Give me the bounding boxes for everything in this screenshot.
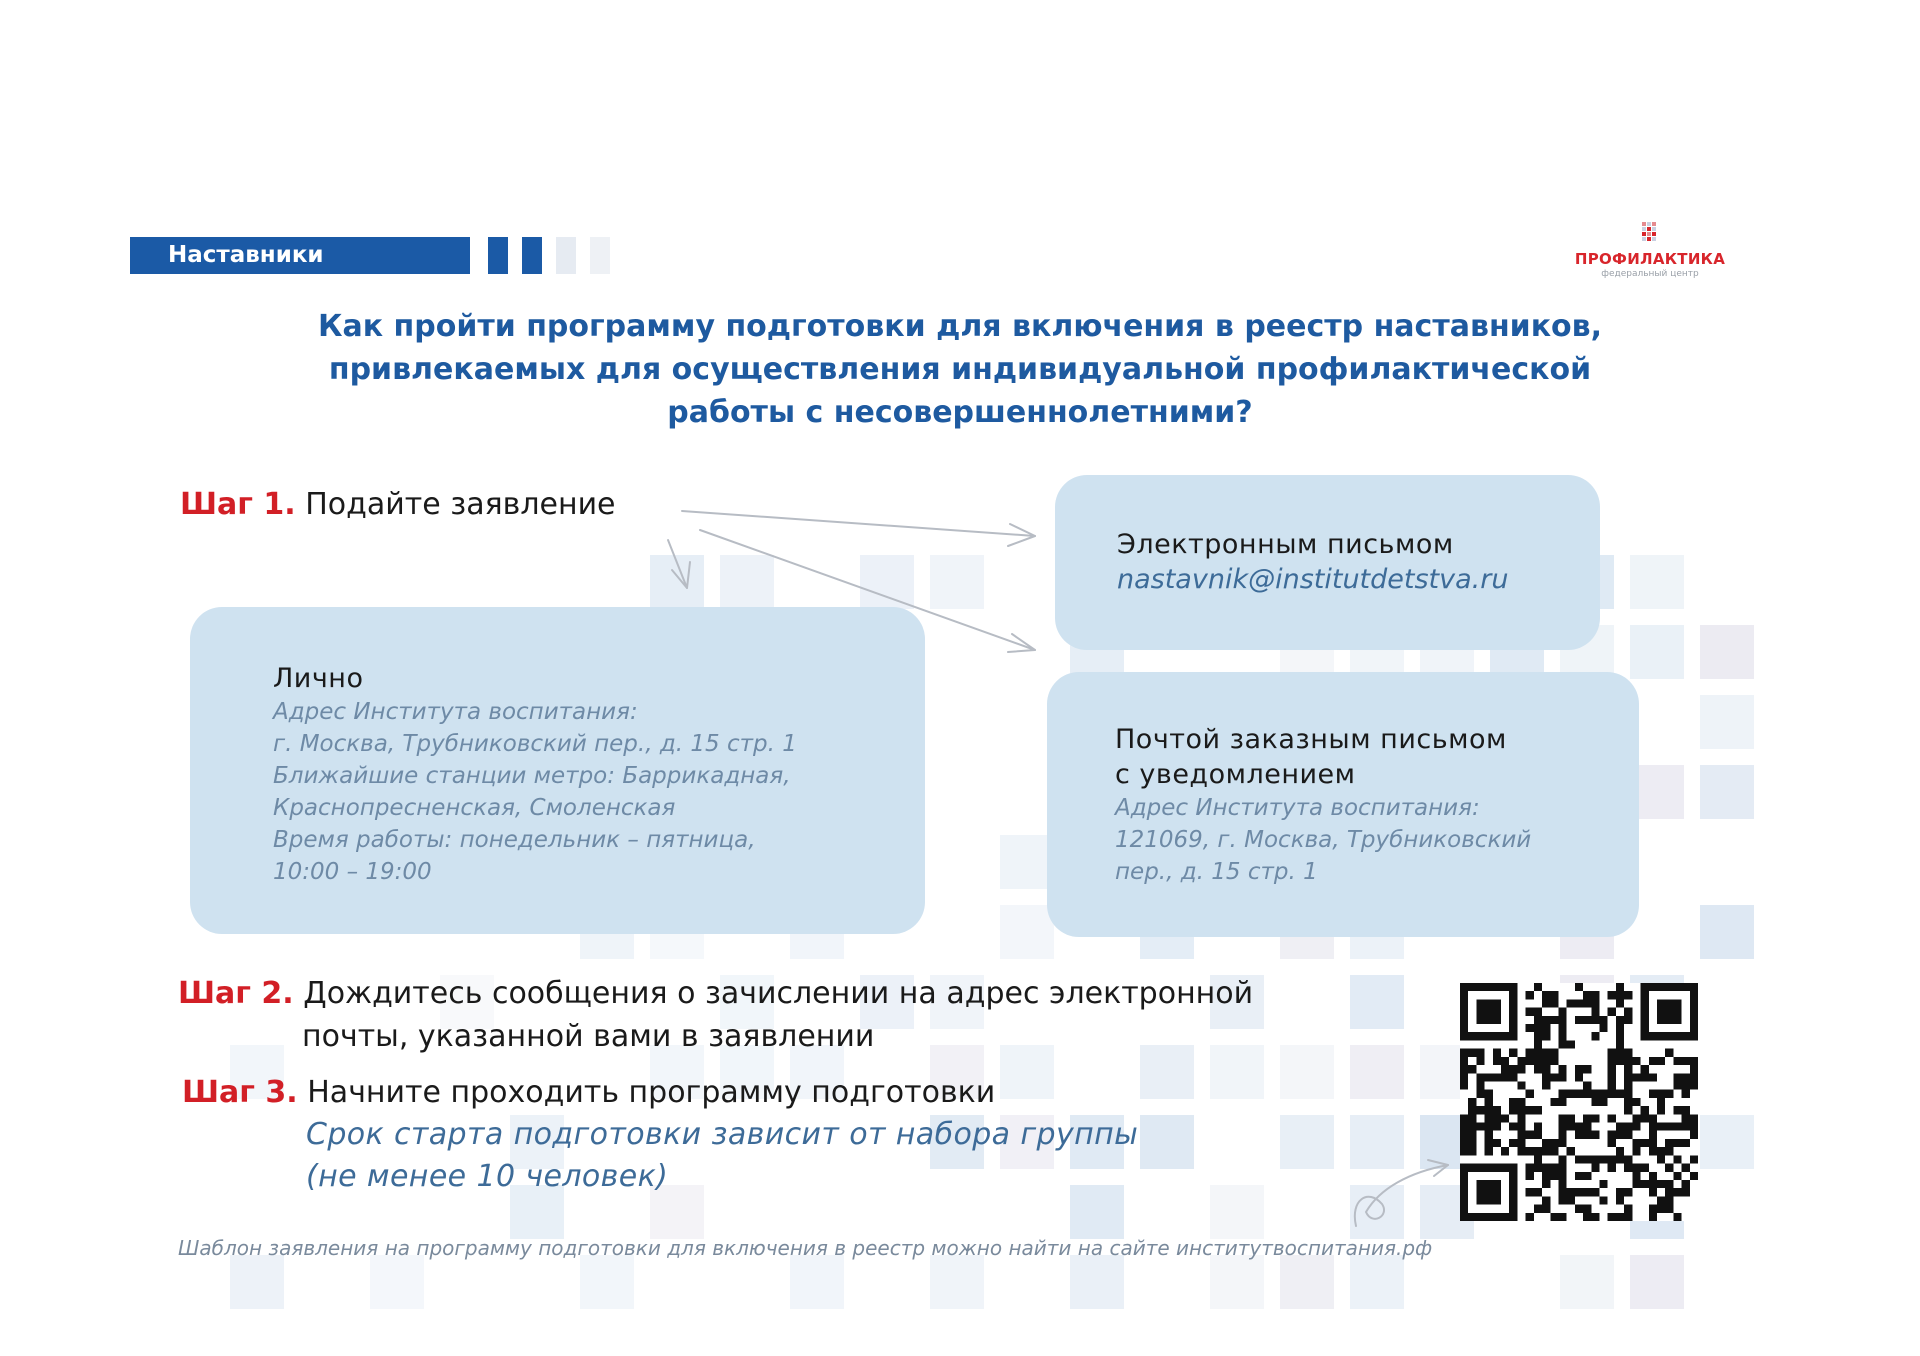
step-note: Срок старта подготовки зависит от набора группы <box>306 1117 1139 1152</box>
title-line: привлекаемых для осуществления индивидуальной профилактической <box>328 352 1592 387</box>
step-3 <box>182 1072 1138 1198</box>
option-detail-line: Адрес Института воспитания: <box>1115 795 1480 821</box>
option-heading: Лично <box>273 663 364 694</box>
mosaic-tile <box>1700 625 1754 679</box>
mosaic-tile <box>930 555 984 609</box>
step-text: почты, указанной вами в заявлении <box>302 1019 875 1054</box>
option-detail-line: г. Москва, Трубниковский пер., д. 15 стр. 1 <box>273 731 797 757</box>
mosaic-tile <box>1350 975 1404 1029</box>
option-detail-line: Краснопресненская, Смоленская <box>273 795 676 821</box>
option-detail-line: 10:00 – 19:00 <box>273 859 432 885</box>
step-label: Шаг 3. <box>182 1075 298 1110</box>
title-line: работы с несовершеннолетними? <box>667 395 1253 430</box>
profilaktika-logo <box>1560 222 1740 282</box>
mosaic-tile <box>1000 905 1054 959</box>
option-detail-line: Ближайшие станции метро: Баррикадная, <box>273 763 791 789</box>
option-heading: Почтой заказным письмом <box>1115 724 1507 755</box>
step-label: Шаг 1. <box>180 487 296 522</box>
band-square <box>556 237 576 274</box>
mosaic-tile <box>1350 1185 1404 1239</box>
title-line: Как пройти программу подготовки для включения в реестр наставников, <box>317 309 1603 344</box>
mosaic-tile <box>1700 765 1754 819</box>
option-detail-line: Адрес Института воспитания: <box>273 699 638 725</box>
mosaic-tile <box>1280 1115 1334 1169</box>
mosaic-tile <box>1070 1255 1124 1309</box>
footer-note: Шаблон заявления на программу подготовки для включения в реестр можно найти на сайте институтвоспитания.рф <box>178 1236 1433 1260</box>
mosaic-tile <box>230 1255 284 1309</box>
option-detail-line: пер., д. 15 стр. 1 <box>1115 859 1318 885</box>
arrow-icon <box>682 511 1035 546</box>
mosaic-tile <box>1630 555 1684 609</box>
logo-name: ПРОФИЛАКТИКА <box>1574 250 1726 268</box>
section-label: Наставники <box>168 242 324 268</box>
mosaic-tile <box>1000 835 1054 889</box>
band-square <box>522 237 542 274</box>
option-heading: Электронным письмом <box>1117 529 1454 560</box>
mosaic-tile <box>1700 1115 1754 1169</box>
step-label: Шаг 2. <box>178 976 294 1011</box>
mosaic-tile <box>1350 1255 1404 1309</box>
option-detail-line: 121069, г. Москва, Трубниковский <box>1115 827 1532 853</box>
mosaic-tile <box>1210 1185 1264 1239</box>
option-registered-mail <box>1047 672 1639 937</box>
mosaic-tile <box>1350 1115 1404 1169</box>
mosaic-tile <box>580 1255 634 1309</box>
option-heading: с уведомлением <box>1115 759 1356 790</box>
mosaic-tile <box>1140 1115 1194 1169</box>
mosaic-tile <box>1210 1255 1264 1309</box>
logo-subtitle: федеральный центр <box>1601 269 1699 279</box>
mosaic-tile <box>1280 1255 1334 1309</box>
mosaic-tile <box>1700 905 1754 959</box>
step-note: (не менее 10 человек) <box>306 1159 669 1194</box>
mosaic-tile <box>1700 695 1754 749</box>
step-text: Дождитесь сообщения о зачислении на адрес электронной <box>303 976 1254 1011</box>
mosaic-tile <box>1560 1255 1614 1309</box>
option-email <box>1055 475 1600 650</box>
section-band <box>130 237 470 274</box>
step-1 <box>180 487 616 522</box>
option-detail-line: Время работы: понедельник – пятница, <box>273 827 756 853</box>
band-square <box>590 237 610 274</box>
page-title <box>200 305 1720 434</box>
mosaic-tile <box>860 555 914 609</box>
mosaic-tile <box>1350 1045 1404 1099</box>
mosaic-tile <box>1630 625 1684 679</box>
step-2 <box>178 972 1253 1058</box>
mosaic-tile <box>1280 1045 1334 1099</box>
mosaic-tile <box>930 1255 984 1309</box>
step-text: Подайте заявление <box>305 487 616 522</box>
step-text: Начните проходить программу подготовки <box>307 1075 996 1110</box>
band-square <box>488 237 508 274</box>
qr-code <box>1460 983 1698 1221</box>
logo-mark-icon <box>1640 222 1660 242</box>
email-address: nastavnik@institutdetstva.ru <box>1117 564 1509 595</box>
option-in-person <box>190 607 925 934</box>
mosaic-tile <box>790 1255 844 1309</box>
mosaic-tile <box>720 555 774 609</box>
mosaic-tile <box>650 555 704 609</box>
mosaic-tile <box>370 1255 424 1309</box>
mosaic-tile <box>1630 1255 1684 1309</box>
